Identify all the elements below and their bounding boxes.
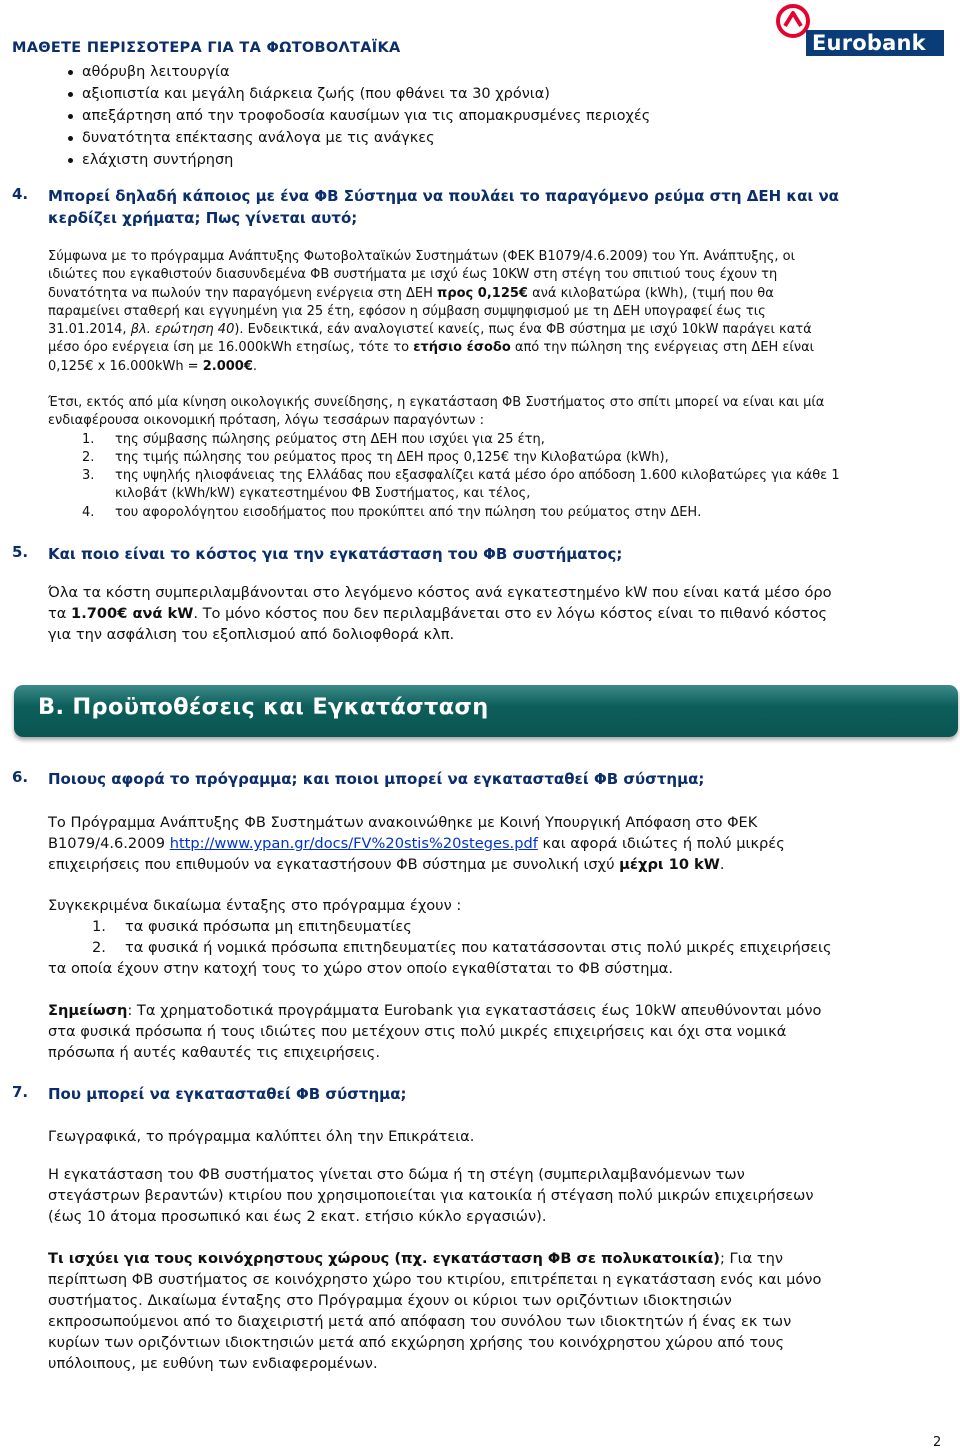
answer-paragraph: Γεωγραφικά, το πρόγραμμα καλύπτει όλη την Επικράτεια. xyxy=(48,1128,475,1145)
list-item: αξιοπιστία και μεγάλη διάρκεια ζωής (που φθάνει τα 30 χρόνια) xyxy=(82,83,650,105)
text-line: Συγκεκριμένα δικαίωμα ένταξης στο πρόγραμμα έχουν : xyxy=(48,897,462,914)
text-line: Σύμφωνα με το πρόγραμμα Ανάπτυξης Φωτοβολταϊκών Συστημάτων (ΦΕΚ Β1079/4.6.2009) του Υπ. Ανάπτυξης, οι xyxy=(48,249,796,264)
text-span: 31.01.2014, xyxy=(48,322,131,338)
question-number: 7. xyxy=(12,1083,29,1101)
list-text: του αφορολόγητου εισοδήματος που προκύπτει από την πώληση του ρεύματος στην ΔΕΗ. xyxy=(115,504,702,520)
text-line: υπόλοιπους, με ευθύνη των ενδιαφερομένων. xyxy=(48,1355,378,1372)
cost-highlight: 1.700€ ανά kW xyxy=(71,605,194,622)
text-span: . xyxy=(252,358,258,374)
text-span: μέσο όρο ενέργεια ίση με 16.000kWh ετησίως, τότε το xyxy=(48,340,414,356)
list-item xyxy=(82,504,840,522)
text-line xyxy=(48,358,814,376)
text-line: πρόσωπα ή αυτές καθαυτές τις επιχειρήσεις. xyxy=(48,1044,381,1061)
list-text: τα φυσικά πρόσωπα μη επιτηδευματίες xyxy=(125,918,412,935)
text-span: 0,125€ x 16.000kWh = xyxy=(48,358,203,374)
text-line xyxy=(48,339,814,357)
text-span: : Τα χρηματοδοτικά προγράμματα Eurobank για εγκαταστάσεις έως 10kW απευθύνονται μόνο xyxy=(127,1002,822,1019)
text-line: συστήματος. Δικαίωμα ένταξης στο Πρόγραμμα έχουν οι κύριοι των οριζόντιων ιδιοκτησιών xyxy=(48,1292,732,1309)
list-item xyxy=(82,449,840,467)
text-line xyxy=(48,285,814,303)
question-heading xyxy=(48,185,839,229)
text-span: ανά κιλοβατώρα (kWh), (τιμή που θα xyxy=(527,285,774,301)
text-line: στα φυσικά πρόσωπα ή τους ιδιώτες που μετέχουν στις πολύ μικρές επιχειρήσεις και όχι στα νομικά xyxy=(48,1023,787,1040)
eurobank-logo-wordmark: Eurobank xyxy=(806,30,944,56)
answer-paragraph xyxy=(48,582,832,645)
list-item: αθόρυβη λειτουργία xyxy=(82,61,650,83)
text-span: ). Ενδεικτικά, εάν αναλογιστεί κανείς, πως ένα ΦΒ σύστημα με ισχύ 10kW παράγει κατά xyxy=(234,322,812,338)
answer-paragraph xyxy=(48,812,785,875)
text-line: τα οποία έχουν στην κατοχή τους το χώρο στον οποίο εγκαθίσταται το ΦΒ σύστημα. xyxy=(48,960,674,977)
page-number: 2 xyxy=(933,1435,942,1450)
list-item: δυνατότητα επέκτασης ανάλογα με τις ανάγκες xyxy=(82,127,650,149)
list-item xyxy=(48,916,832,937)
text-span: και αφορά ιδιώτες ή πολύ μικρές xyxy=(537,835,785,852)
text-span: Β1079/4.6.2009 xyxy=(48,835,170,852)
text-line: ιδιώτες που εγκαθιστούν διασυνδεμένα ΦΒ συστήματα με ισχύ έως 10KW στη στέγη του σπιτιού τους έχουν τη xyxy=(48,267,778,283)
question-heading: Ποιους αφορά το πρόγραμμα; και ποιοι μπορεί να εγκατασταθεί ΦΒ σύστημα; xyxy=(48,770,705,788)
text-line xyxy=(48,1000,821,1021)
text-line xyxy=(48,603,832,624)
text-span: . xyxy=(719,856,725,873)
question-number: 5. xyxy=(12,543,29,561)
list-number: 2. xyxy=(82,449,95,465)
text-line: για την ασφάλιση του εξοπλισμού από δολιοφθορά κλπ. xyxy=(48,626,455,643)
eurobank-logo xyxy=(776,2,946,56)
note-label: Σημείωση xyxy=(48,1002,128,1019)
price-highlight: προς 0,125€ xyxy=(437,285,528,301)
text-line: κυρίων των οριζόντιων ιδιοκτησιών μετά από εκχώρηση χρήσης του κοινόχρηστου χώρου από τους xyxy=(48,1334,785,1351)
question-heading: Που μπορεί να εγκατασταθεί ΦΒ σύστημα; xyxy=(48,1085,407,1103)
list-item xyxy=(48,937,832,958)
question-line: Μπορεί δηλαδή κάποιος με ένα ΦΒ Σύστημα να πουλάει το παραγόμενο ρεύμα στη ΔΕΗ και να xyxy=(48,187,839,205)
text-line: Έτσι, εκτός από μία κίνηση οικολογικής συνείδησης, η εγκατάσταση ΦΒ Συστήματος στο σπίτι μπορεί να είναι και μία xyxy=(48,395,825,410)
list-number: 1. xyxy=(82,431,95,447)
text-span: επιχειρήσεις που επιθυμούν να εγκαταστήσουν ΦΒ σύστημα με συνολική ισχύ xyxy=(48,856,620,873)
page-title: ΜΑΘΕΤΕ ΠΕΡΙΣΣΟΤΕΡΑ ΓΙΑ ΤΑ ΦΩΤΟΒΟΛΤΑΪΚΑ xyxy=(12,40,401,56)
answer-paragraph xyxy=(48,248,814,376)
text-line: εκπροσωπούμενοι από το διαχειριστή μετά από απόφαση του συνόλου των ιδιοκτητών ή ένας εκ των xyxy=(48,1313,792,1330)
list-text: τα φυσικά ή νομικά πρόσωπα επιτηδευματίες που κατατάσσονται στις πολύ μικρές επιχειρήσεις xyxy=(125,939,832,956)
list-number: 4. xyxy=(82,504,95,520)
factors-list xyxy=(48,431,840,522)
text-line xyxy=(48,854,785,875)
text-line xyxy=(48,321,814,339)
fek-link[interactable]: http://www.ypan.gr/docs/FV%20stis%20steges.pdf xyxy=(169,835,538,852)
text-line: Το Πρόγραμμα Ανάπτυξης ΦΒ Συστημάτων ανακοινώθηκε με Κοινή Υπουργική Απόφαση στο ΦΕΚ xyxy=(48,814,758,831)
list-item xyxy=(82,485,840,503)
question-heading: Και ποιο είναι το κόστος για την εγκατάσταση του ΦΒ συστήματος; xyxy=(48,545,623,563)
question-number: 4. xyxy=(12,185,29,203)
question-number: 6. xyxy=(12,768,29,786)
text-line: στεγάστρων βεραντών) κτιρίου που χρησιμοποιείται για κατοικία ή στέγαση πολύ μικρών επιχειρήσεων xyxy=(48,1187,814,1204)
list-text: της τιμής πώλησης του ρεύματος προς τη ΔΕΗ προς 0,125€ την Κιλοβατώρα (kWh), xyxy=(115,449,669,465)
question-line: κερδίζει χρήματα; Πως γίνεται αυτό; xyxy=(48,209,358,227)
text-line xyxy=(48,833,785,854)
text-line: Όλα τα κόστη συμπεριλαμβάνονται στο λεγόμενο κόστος ανά εγκατεστημένο kW που είναι κατά μέσο όρο xyxy=(48,584,832,601)
list-number: 3. xyxy=(82,468,95,484)
section-banner xyxy=(14,685,958,737)
list-number: 2. xyxy=(92,939,106,956)
list-text: της υψηλής ηλιοφάνειας της Ελλάδας που εξασφαλίζει κατά μέσο όρο απόδοση 1.600 κιλοβατώρες για κάθε 1 xyxy=(115,468,840,484)
text-span: δυνατότητα να πωλούν την παραγόμενη ενέργεια στη ΔΕΗ xyxy=(48,285,438,301)
eurobank-logo-mark xyxy=(776,4,810,38)
text-span: τα xyxy=(48,605,72,622)
text-line: ενδιαφέρουσα οικονομική πρόταση, λόγω τεσσάρων παραγόντων : xyxy=(48,413,484,429)
reference-italic: βλ. ερώτηση 40 xyxy=(130,322,235,338)
answer-paragraph xyxy=(48,895,832,979)
benefits-list xyxy=(82,61,650,171)
bold-question: Τι ισχύει για τους κοινόχρηστους χώρους (πχ. εγκατάσταση ΦΒ σε πολυκατοικία) xyxy=(48,1250,720,1267)
answer-paragraph xyxy=(48,1164,814,1227)
answer-paragraph xyxy=(48,394,840,522)
note-paragraph xyxy=(48,1000,821,1063)
list-number: 1. xyxy=(92,918,106,935)
list-item: απεξάρτηση από την τροφοδοσία καυσίμων για τις απομακρυσμένες περιοχές xyxy=(82,105,650,127)
section-title: Β. Προϋποθέσεις και Εγκατάσταση xyxy=(38,694,489,720)
text-span: . Το μόνο κόστος που δεν περιλαμβάνεται στο εν λόγω κόστος είναι το πιθανό κόστος xyxy=(193,605,828,622)
answer-paragraph xyxy=(48,1248,821,1374)
list-text: κιλοβάτ (kWh/kW) εγκατεστημένου ΦΒ Συστήματος, και τέλος, xyxy=(115,486,531,502)
annual-income-highlight: ετήσιο έσοδο xyxy=(413,340,511,356)
text-line: (έως 10 άτομα προσωπικό και έως 2 εκατ. ετήσιο κύκλο εργασιών). xyxy=(48,1208,547,1225)
list-text: της σύμβασης πώλησης ρεύματος στη ΔΕΗ που ισχύει για 25 έτη, xyxy=(115,431,545,447)
list-item: ελάχιστη συντήρηση xyxy=(82,149,650,171)
text-line: παραμείνει σταθερή και εγγυημένη για 25 έτη, εφόσον η σύμβαση συμψηφισμού με τη ΔΕΗ υπογραφεί έως τις xyxy=(48,303,766,319)
text-line: περίπτωση ΦΒ συστήματος σε κοινόχρηστο χώρο του κτιρίου, επιτρέπεται η εγκατάσταση ενός και μόνο xyxy=(48,1271,822,1288)
text-line xyxy=(48,1248,821,1269)
text-span: από την πώληση της ενέργειας στη ΔΕΗ είναι xyxy=(510,340,815,356)
list-item xyxy=(82,431,840,449)
text-line: Η εγκατάσταση του ΦΒ συστήματος γίνεται στο δώμα ή τη στέγη (συμπεριλαμβανόμενων των xyxy=(48,1166,745,1183)
power-limit-highlight: μέχρι 10 kW xyxy=(619,856,720,873)
list-item xyxy=(82,467,840,485)
text-span: ; Για την xyxy=(719,1250,784,1267)
total-highlight: 2.000€ xyxy=(202,358,253,374)
